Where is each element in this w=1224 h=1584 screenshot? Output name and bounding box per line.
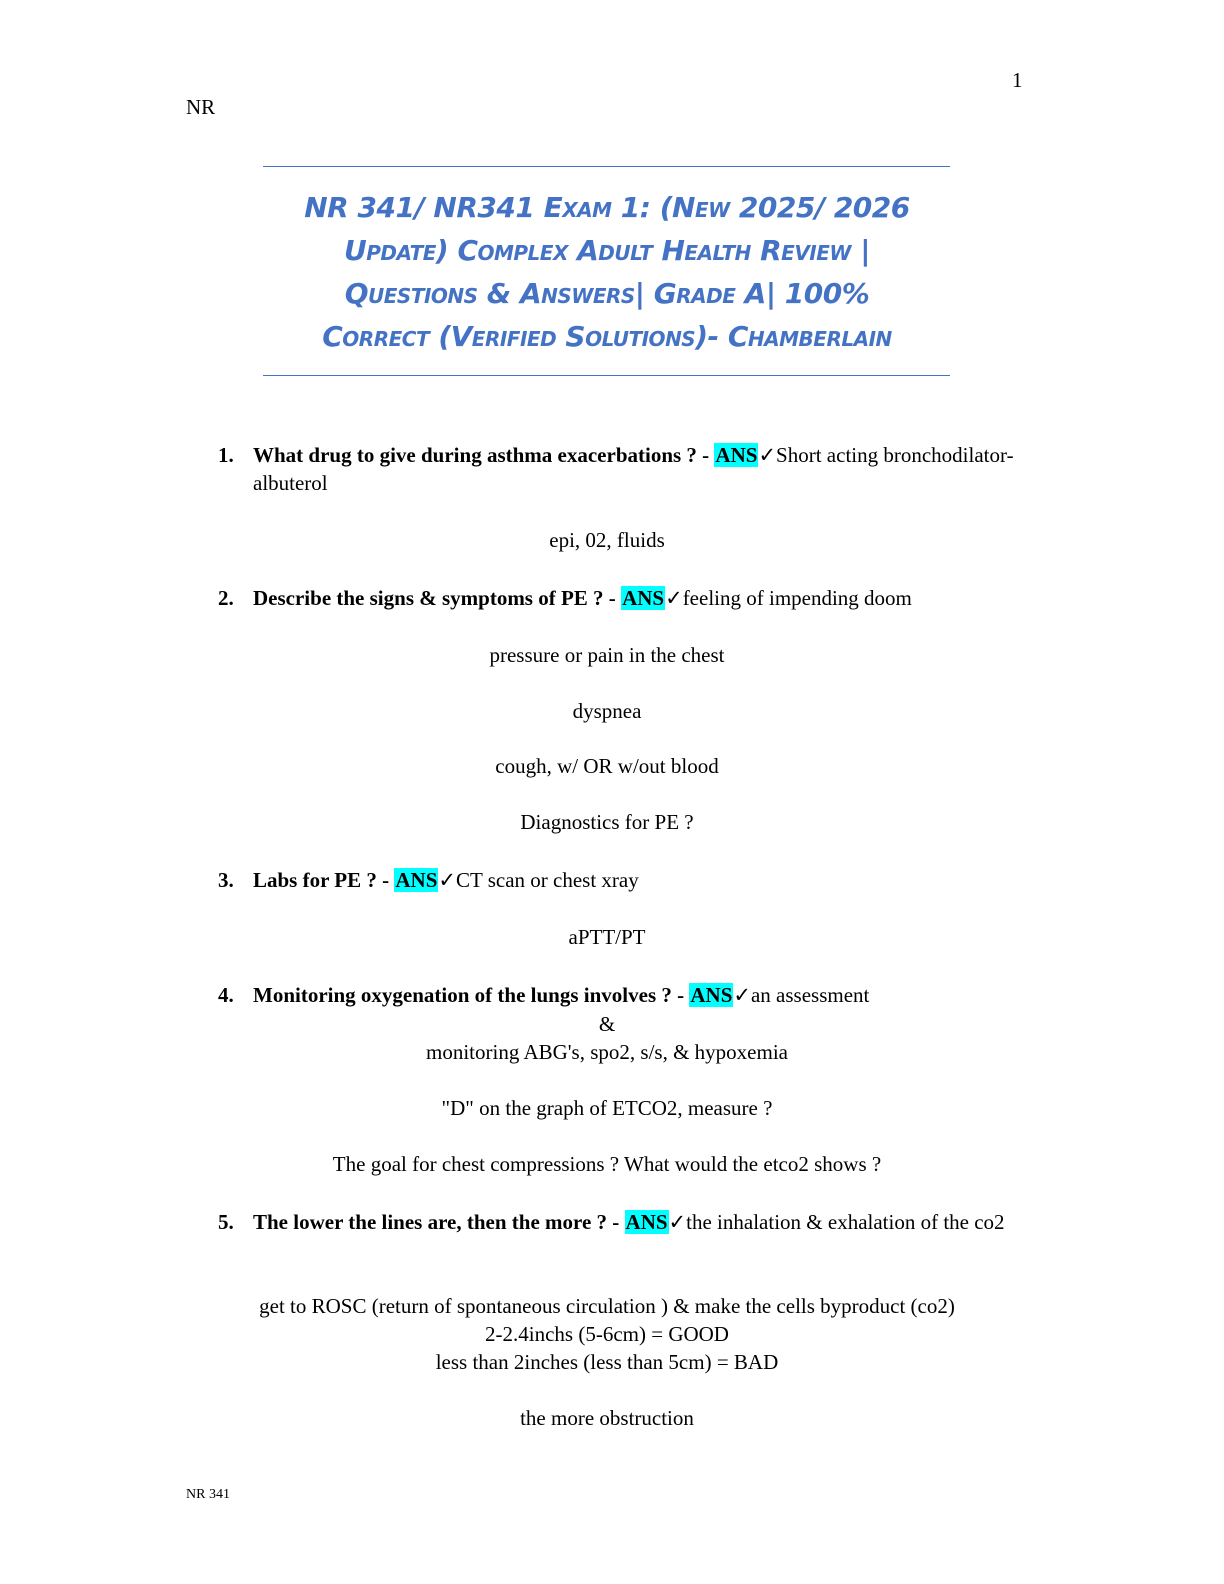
title-rule-bottom xyxy=(263,375,950,376)
answer-text: the inhalation & exhalation of the co2 xyxy=(686,1210,1005,1234)
question-item xyxy=(218,981,1038,1009)
title-rule-top xyxy=(263,166,950,167)
title-line: NR 341/ NR341 Exam 1: (New 2025/ 2026 xyxy=(304,191,910,224)
answer-text: feeling of impending doom xyxy=(682,586,912,610)
answer-note: cough, w/ OR w/out blood xyxy=(495,754,719,778)
answer-note: Diagnostics for PE ? xyxy=(520,810,694,834)
ans-label: ANS xyxy=(622,586,665,610)
document-title xyxy=(240,186,974,358)
question-item xyxy=(218,1208,1038,1236)
checkmark-icon: ✓ xyxy=(668,1210,687,1234)
answer-note: The goal for chest compressions ? What would the etco2 shows ? xyxy=(332,1152,882,1176)
answer-note: pressure or pain in the chest xyxy=(489,643,725,667)
question-text: What drug to give during asthma exacerbations ? - xyxy=(253,443,710,467)
answer-note: dyspnea xyxy=(572,699,642,723)
page-header: NR xyxy=(186,95,216,119)
title-line: Update) Complex Adult Health Review | xyxy=(344,234,870,267)
page-footer: NR 341 xyxy=(186,1487,230,1502)
question-number: 5. xyxy=(218,1210,234,1234)
question-text: Describe the signs & symptoms of PE ? - xyxy=(253,586,616,610)
question-text: Labs for PE ? - xyxy=(253,868,390,892)
checkmark-icon: ✓ xyxy=(733,983,751,1007)
ans-label: ANS xyxy=(690,983,733,1007)
answer-note: the more obstruction xyxy=(520,1406,694,1430)
question-number: 1. xyxy=(218,443,234,467)
answer-text: an assessment xyxy=(750,983,870,1007)
answer-note: epi, 02, fluids xyxy=(549,528,665,552)
question-item xyxy=(218,584,1038,612)
answer-note: & xyxy=(598,1012,616,1036)
question-text: The lower the lines are, then the more ? - xyxy=(253,1210,620,1234)
answer-note: "D" on the graph of ETCO2, measure ? xyxy=(441,1096,773,1120)
page-number: 1 xyxy=(1012,68,1023,92)
question-number: 4. xyxy=(218,983,234,1007)
title-line: Correct (Verified Solutions)- Chamberlain xyxy=(322,320,892,353)
answer-note: 2-2.4inchs (5-6cm) = GOOD xyxy=(485,1322,729,1346)
answer-note: get to ROSC (return of spontaneous circulation ) & make the cells byproduct (co2) xyxy=(259,1294,955,1318)
question-text: Monitoring oxygenation of the lungs involves ? - xyxy=(253,983,685,1007)
answer-note: aPTT/PT xyxy=(568,925,646,949)
checkmark-icon: ✓ xyxy=(758,443,777,467)
title-line: Questions & Answers| Grade A| 100% xyxy=(344,277,870,310)
ans-label: ANS xyxy=(715,443,758,467)
answer-note: less than 2inches (less than 5cm) = BAD xyxy=(435,1350,779,1374)
question-number: 3. xyxy=(218,868,234,892)
answer-text: Short acting bronchodilator- albuterol xyxy=(253,443,1014,495)
answer-text: CT scan or chest xray xyxy=(456,868,639,892)
question-item xyxy=(218,441,1038,497)
ans-label: ANS xyxy=(625,1210,668,1234)
checkmark-icon: ✓ xyxy=(665,586,683,610)
ans-label: ANS xyxy=(395,868,438,892)
answer-note: monitoring ABG's, spo2, s/s, & hypoxemia xyxy=(426,1040,788,1064)
question-number: 2. xyxy=(218,586,234,610)
question-item xyxy=(218,866,1038,894)
checkmark-icon: ✓ xyxy=(438,868,456,892)
